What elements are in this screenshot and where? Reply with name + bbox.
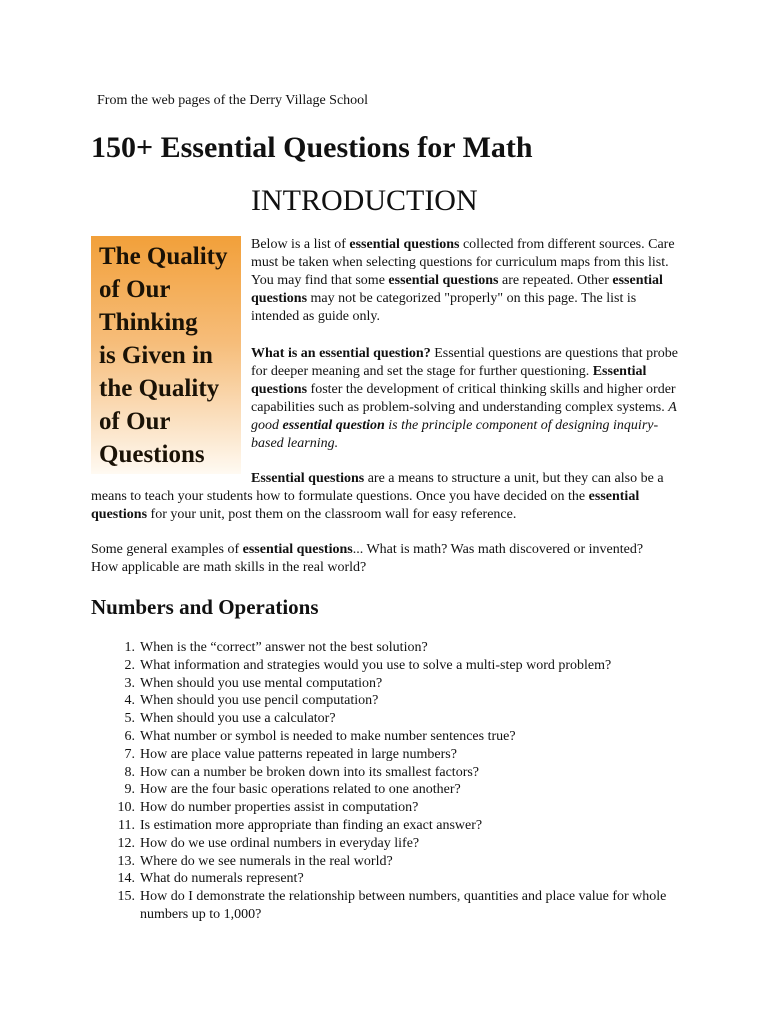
text: ... What is math? Was math discovered or invented? How applicable are math skills in the real world? — [91, 542, 644, 575]
text: are repeated. Other — [498, 273, 613, 288]
poster-line: Questions — [99, 441, 205, 468]
question-item — [91, 888, 691, 924]
text: may not be categorized "properly" on this page. The list is intended as guide only. — [251, 291, 637, 324]
question-number: 14. — [117, 871, 135, 887]
text: Below is a list of — [251, 237, 350, 252]
question-number: 3. — [124, 675, 135, 691]
poster-line: Thinking — [99, 309, 198, 336]
text: Essential questions are questions that probe for deeper meaning and set the stage for further questioning. — [251, 346, 678, 379]
question-text: How are place value patterns repeated in large numbers? — [140, 746, 457, 762]
question-item — [91, 692, 691, 710]
text: Some general examples of — [91, 542, 243, 557]
bold-term: essential questions — [91, 489, 640, 522]
question-text: How are the four basic operations related to one another? — [140, 782, 461, 798]
bold-term: Essential questions — [251, 471, 365, 486]
bold-term: Essential questions — [251, 364, 647, 397]
question-number: 8. — [124, 764, 135, 780]
italic-bold-term: essential question — [282, 418, 385, 433]
text: foster the development of critical thinking skills and higher order capabilities such as problem-solving and understanding complex systems. — [251, 382, 676, 415]
question-item — [91, 817, 691, 835]
question-number: 10. — [117, 800, 135, 816]
bold-term: essential questions — [349, 237, 460, 252]
question-number: 13. — [117, 853, 135, 869]
question-text: Where do we see numerals in the real world? — [140, 853, 393, 869]
bold-term: essential questions — [242, 542, 353, 557]
question-number: 5. — [124, 711, 135, 727]
text: for your unit, post them on the classroom wall for easy reference. — [147, 507, 517, 522]
question-number: 15. — [117, 889, 135, 905]
italic-text: is the principle component of designing inquiry-based learning. — [251, 418, 659, 451]
intro-paragraph-4 — [91, 541, 651, 577]
question-item — [91, 728, 691, 746]
question-text: What number or symbol is needed to make number sentences true? — [140, 728, 516, 744]
question-item — [91, 746, 691, 764]
question-item — [91, 675, 691, 693]
page-title: 150+ Essential Questions for Math — [91, 131, 533, 164]
italic-text: A good — [251, 400, 677, 433]
question-item — [91, 799, 691, 817]
question-text: When should you use pencil computation? — [140, 693, 379, 709]
question-number: 12. — [117, 835, 135, 851]
text: collected from different sources. Care must be taken when selecting questions for curriculum maps from this list. You may find that some — [251, 237, 675, 288]
question-text: How do we use ordinal numbers in everyday life? — [140, 835, 420, 851]
bold-term: What is an essential question? — [251, 346, 431, 361]
bold-term: essential questions — [388, 273, 499, 288]
poster-line: the Quality — [99, 375, 220, 402]
question-item — [91, 764, 691, 782]
poster-line: The Quality — [99, 243, 228, 270]
question-number: 6. — [124, 728, 135, 744]
question-text: How do I demonstrate the relationship between numbers, quantities and place value for whole numbers up to 1,000? — [140, 889, 667, 922]
introduction-heading: INTRODUCTION — [251, 184, 478, 217]
question-number: 11. — [118, 817, 135, 833]
question-text: How can a number be broken down into its smallest factors? — [140, 764, 480, 780]
question-item — [91, 710, 691, 728]
question-item — [91, 781, 691, 799]
question-text: What information and strategies would you use to solve a multi-step word problem? — [140, 657, 612, 673]
question-number: 2. — [124, 657, 135, 673]
intro-paragraph-1 — [251, 236, 681, 326]
question-number: 1. — [124, 640, 135, 655]
intro-paragraph-3 — [91, 470, 676, 524]
question-text: When should you use mental computation? — [140, 675, 383, 691]
question-text: When is the “correct” answer not the best solution? — [140, 640, 428, 655]
question-number: 7. — [124, 746, 135, 762]
question-number: 4. — [124, 693, 135, 709]
question-item — [91, 870, 691, 888]
question-text: When should you use a calculator? — [140, 711, 336, 727]
question-item — [91, 835, 691, 853]
question-text: Is estimation more appropriate than finding an exact answer? — [140, 817, 483, 833]
poster-line: of Our — [99, 408, 171, 435]
questions-list — [91, 639, 691, 924]
question-number: 9. — [124, 782, 135, 798]
question-item — [91, 639, 691, 657]
source-line: From the web pages of the Derry Village School — [97, 93, 369, 108]
intro-paragraph-2 — [251, 345, 681, 453]
text: are a means to structure a unit, but they can also be a means to teach your students how to formulate questions. Once you have decided on the — [91, 471, 664, 504]
poster-line: of Our — [99, 276, 171, 303]
poster-line: is Given in — [99, 342, 213, 369]
question-item — [91, 853, 691, 871]
question-text: How do number properties assist in computation? — [140, 800, 419, 816]
question-text: What do numerals represent? — [140, 871, 304, 887]
question-item — [91, 657, 691, 675]
bold-term: essential questions — [251, 273, 663, 306]
quality-poster-image — [91, 236, 241, 474]
section-heading-numbers-operations: Numbers and Operations — [91, 595, 319, 619]
